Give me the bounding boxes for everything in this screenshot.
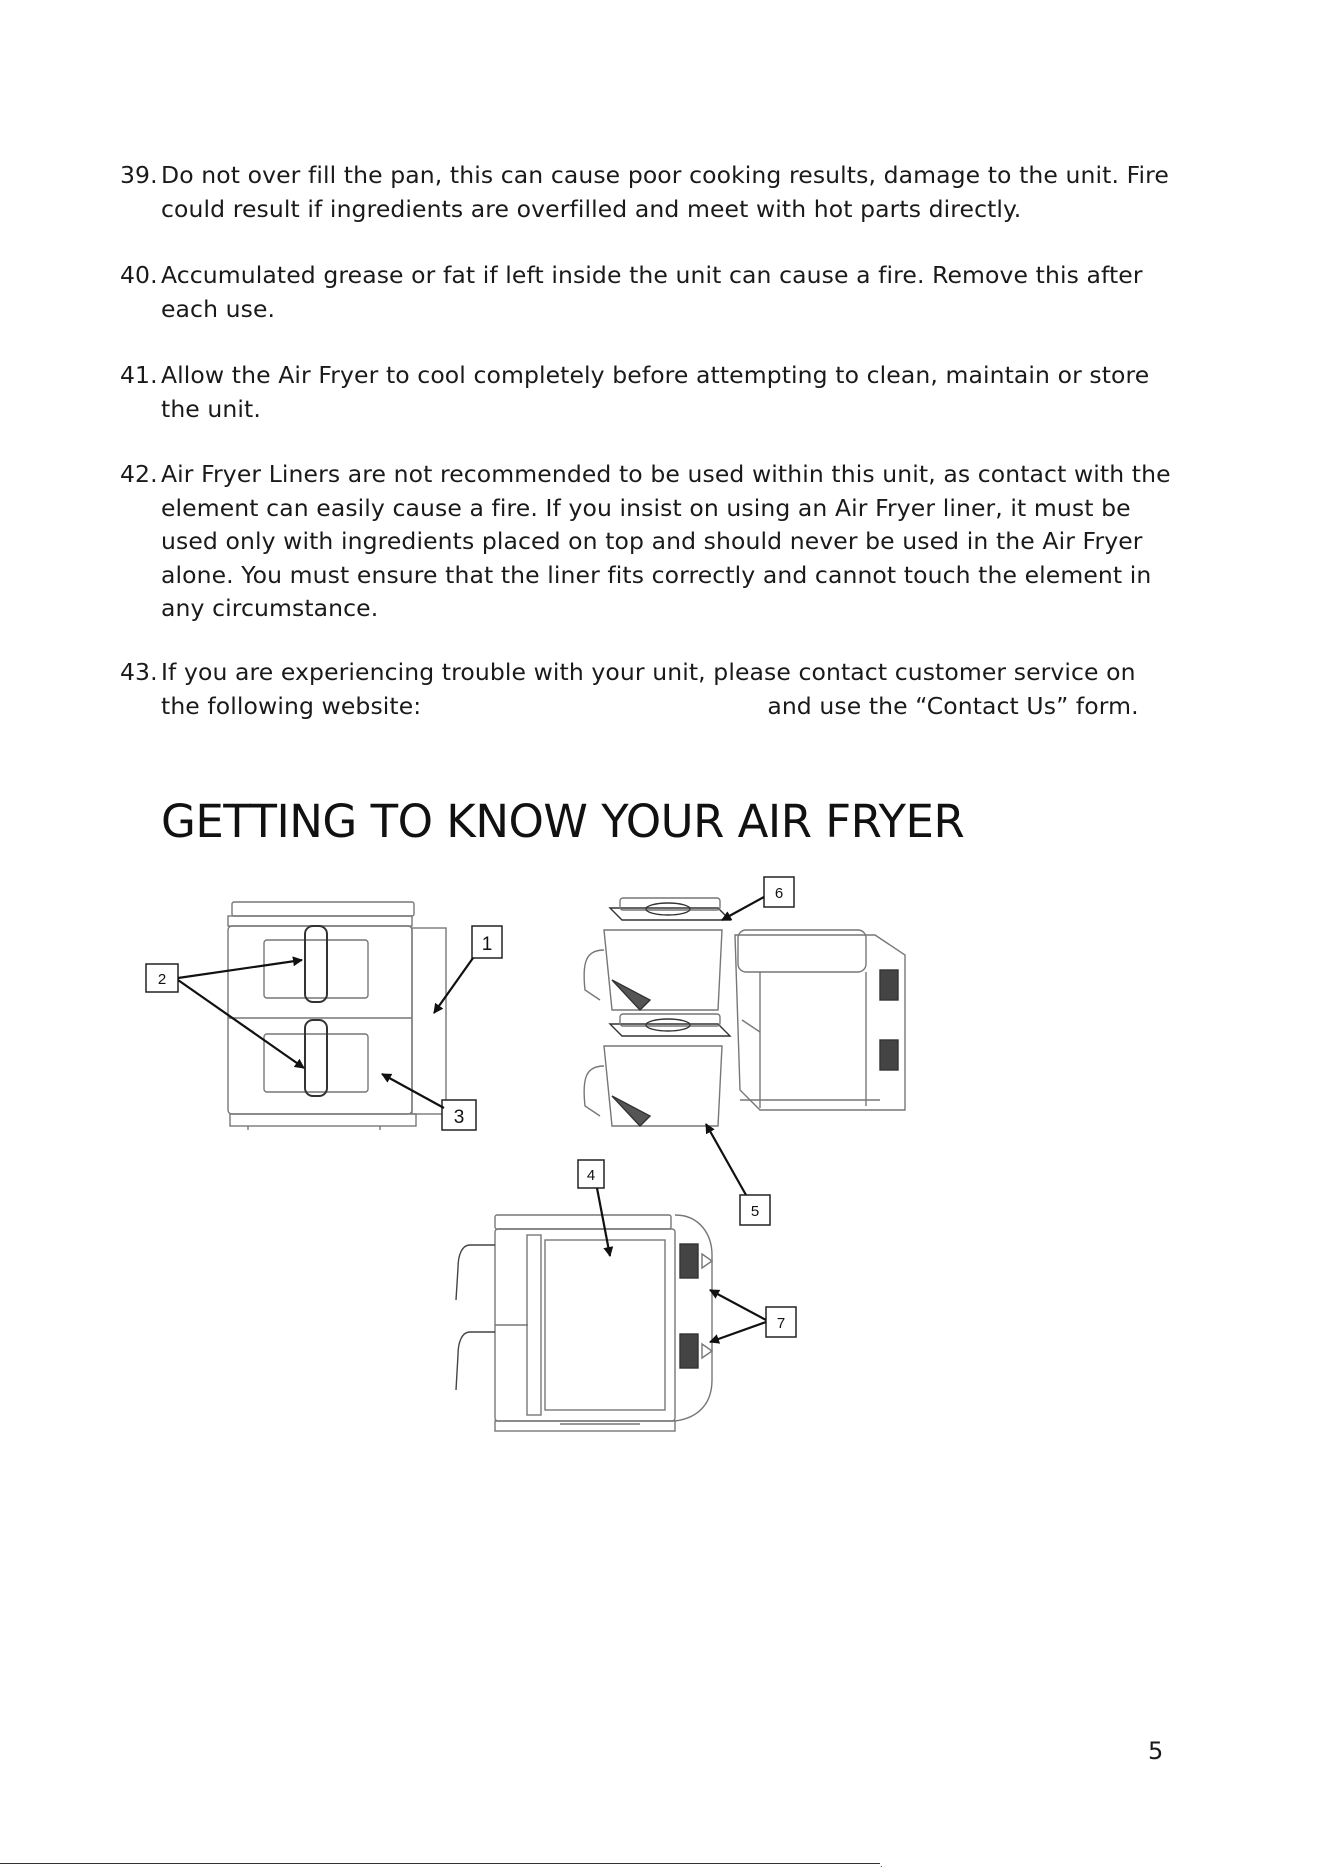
side-view-fryer — [456, 1215, 712, 1431]
callout-2 — [146, 964, 178, 992]
item-text: Accumulated grease or fat if left inside the unit can cause a fire. Remove this after each use. — [161, 261, 1143, 323]
callout-label: 5 — [750, 1203, 760, 1220]
arrow-2b — [178, 980, 304, 1068]
item-text: Allow the Air Fryer to cool completely before attempting to clean, maintain or store the unit. — [161, 361, 1150, 423]
page-number: 5 — [1148, 1737, 1164, 1765]
arrow-7b — [710, 1322, 766, 1342]
callout-label: 7 — [776, 1315, 786, 1332]
callout-label: 4 — [586, 1167, 596, 1184]
item-text: Air Fryer Liners are not recommended to be used within this unit, as contact with the element can easily cause a fire. If you insist on using an Air Fryer liner, it must be used only with ingredients placed on top and should never be used in the Air Fryer alone. You must ensure that the liner fits correctly and cannot touch the element in any circumstance. — [161, 460, 1171, 622]
callout-1 — [472, 926, 502, 958]
callout-label: 1 — [481, 934, 493, 955]
item-number: 40. — [120, 261, 158, 289]
callout-label: 3 — [453, 1107, 465, 1128]
footer-divider — [0, 1863, 880, 1864]
callout-label: 6 — [774, 885, 784, 902]
callout-3 — [442, 1100, 476, 1130]
item-text: Do not over fill the pan, this can cause poor cooking results, damage to the unit. Fire could result if ingredients are overfilled and meet with hot parts directly. — [161, 161, 1169, 223]
callout-5 — [740, 1195, 770, 1225]
exploded-view-fryer — [584, 898, 905, 1126]
item-number: 41. — [120, 361, 158, 389]
arrow-2a — [178, 960, 302, 978]
callout-4 — [578, 1160, 604, 1188]
callout-7 — [766, 1307, 796, 1337]
item-text-before: If you are experiencing trouble with your unit, please contact customer service on the following website: — [161, 658, 1136, 720]
callout-6 — [764, 877, 794, 907]
arrow-6 — [722, 897, 764, 920]
item-number: 43. — [120, 658, 158, 686]
footer-mark: . — [880, 1860, 883, 1869]
arrow-7a — [710, 1290, 766, 1320]
item-text-after: and use the “Contact Us” form. — [767, 691, 1139, 720]
item-number: 42. — [120, 460, 158, 488]
arrow-3 — [382, 1074, 444, 1108]
front-view-fryer — [228, 902, 446, 1130]
section-heading: GETTING TO KNOW YOUR AIR FRYER — [161, 795, 965, 848]
item-number: 39. — [120, 161, 158, 189]
arrow-4 — [597, 1188, 610, 1256]
arrow-5 — [706, 1124, 746, 1195]
callout-label: 2 — [157, 971, 167, 988]
arrow-1 — [434, 958, 473, 1013]
